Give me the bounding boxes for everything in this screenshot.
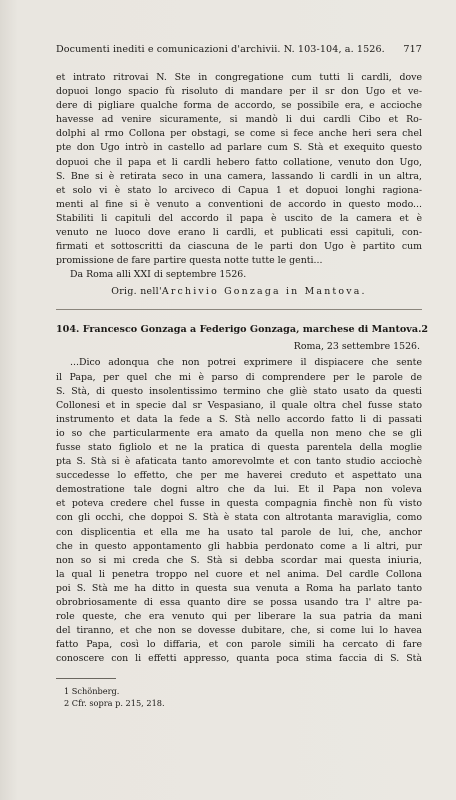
text-line: firmati et sottoscritti da ciascuna de le parti don Ugo è partito cum [56,241,422,253]
section-divider [56,309,422,310]
letter-103-continuation [56,71,422,282]
letter-closing: Da Roma alli XXI di septembre 1526. [70,269,247,281]
text-line: che in questo appontamento gli habbia perdonato come a li altri, pur [56,540,422,552]
running-head [56,44,422,55]
text-line: pta S. Stà si è afaticata tanto amorevolmte et con tanto studio acciochè [56,456,422,468]
text-line: con displicentia et ella me ha usato tal parole de lui, che, anchor [56,526,422,538]
text-line: dere di pigliare qualche forma de accordo, se possibile era, e accioche [56,100,422,112]
text-line: fusse stato figliolo et ne la pratica di questa parentela della moglie [56,441,422,453]
text-line: venuto ne luoco dove erano li cardli, et publicati essi capituli, con- [56,227,422,239]
text-line: del tiranno, et che non se dovesse dubitare, che, si come lui lo havea [56,625,422,637]
text-line: S. Stà, di questo insolentissimo termino che gliè stato usato da questi [56,385,422,397]
origin-archive: Archivio Gonzaga in Mantova. [161,286,367,298]
text-line: io so che particularmente era amato da quella non meno che se gli [56,427,422,439]
text-line: pte don Ugo intrò in castello ad parlare cum S. Stà et exequito questo [56,142,422,154]
origin-prefix: Orig. nell' [111,286,162,298]
text-line: dopuoi che il papa et li cardli hebero fatto collatione, venuto don Ugo, [56,156,422,168]
text-line: la qual li penetra troppo nel cuore et nel anima. Del cardle Collona [56,568,422,580]
text-line: obrobriosamente di essa quanto dire se possa usando tra l' altre pa- [56,597,422,608]
text-line: promissione de fare partire questa notte tutte le genti... [56,255,323,267]
text-line: role queste, che era venuto qui per liberare la sua patria da mani [56,611,422,623]
text-line: Stabiliti li capituli del accordo il papa è uscito de la camera et è [56,212,422,224]
text-line: et solo vi è stato lo arciveco di Capua 1 et dopuoi longhi ragiona- [56,184,422,196]
document-title: 104. Francesco Gonzaga a Federigo Gonzaga, marchese di Mantova.2 [56,324,429,336]
text-line: et intrato ritrovai N. Ste in congregatione cum tutti li cardli, dove [56,72,422,83]
page-number: 717 [403,44,422,55]
origin-note [56,286,422,297]
running-title: Documenti inediti e comunicazioni d'archivii. N. 103-104, a. 1526. [56,44,385,55]
text-line: ...Dico adonqua che non potrei exprimere il dispiacere che sente [70,357,422,369]
letter-104-body [56,356,422,666]
text-line: succedesse lo effetto, che per me haverei creduto et aspettato una [56,470,422,482]
text-line: menti al fine si è venuto a conventioni de accordo in questo modo... [56,198,422,210]
text-line: et poteva credere chel fusse in questa compagnia finchè non fù visto [56,498,422,510]
footnote-divider [56,678,116,679]
text-line: dolphi al rmo Collona per obstagi, se come si fece anche heri sera chel [56,128,422,140]
text-line: dopuoi longo spacio fù risoluto di mandare per il sr don Ugo et ve- [56,86,422,98]
text-line: instrumento et data la fede a S. Stà nello accordo fatto li di passati [56,413,422,425]
place-date: Roma, 23 settembre 1526. [293,341,420,353]
text-line: conoscere con li effetti appresso, quanta poca stima faccia di S. Stà [56,653,422,665]
text-line: poi S. Stà me ha ditto in questa sua venuta a Roma ha parlato tanto [56,582,422,594]
text-line: S. Bne si è retirata seco in una camera, lassando li cardli in un altra, [56,170,422,182]
text-line: havesse ad venire sicuramente, si mandò li dui cardli Cibo et Ro- [56,114,422,126]
footnote-1: 1 Schönberg. [64,686,120,697]
footnote-2: 2 Cfr. sopra p. 215, 218. [64,698,165,709]
text-line: Collonesi et in specie dal sr Vespasiano, il quale oltra chel fusse stato [56,399,422,411]
text-line: fatto Papa, così lo diffaria, et con parole simili ha cercato di fare [56,639,422,651]
text-line: con gli occhi, che doppoi S. Stà è stata con altrotanta maraviglia, como [56,512,422,524]
text-line: non so si mi creda che S. Stà si debba scordar mai questa iniuria, [56,554,422,566]
footnotes [56,685,422,709]
text-line: il Papa, per quel che mi è parso di comprendere per le parole de [56,371,422,383]
text-line: demostratione tale dogni altro che da lui. Et il Papa non voleva [56,484,422,496]
